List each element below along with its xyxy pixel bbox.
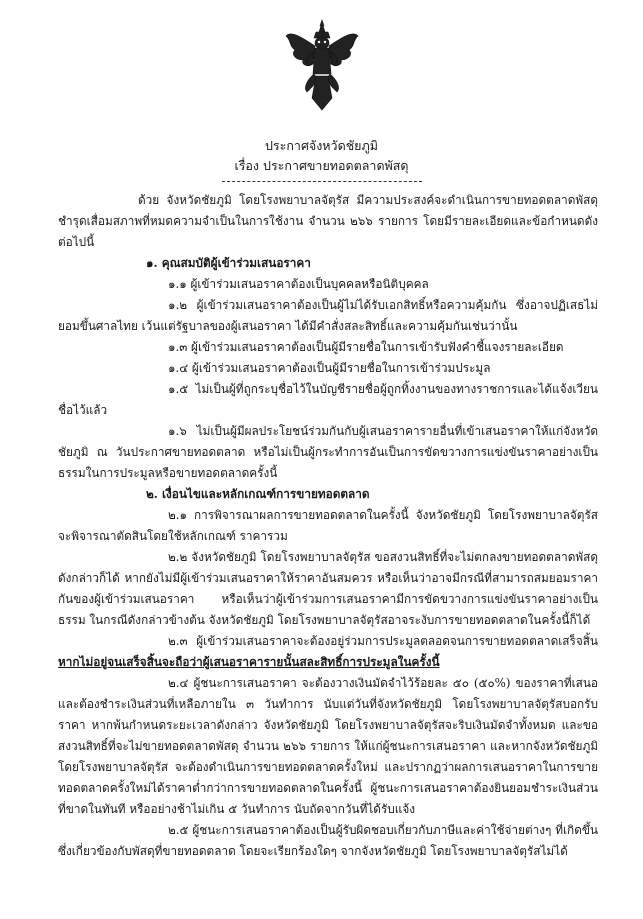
section-1-item-5: ๑.๕ ไม่เป็นผู้ที่ถูกระบุชื่อไว้ในบัญชีรายชื่อผู้ถูกทิ้งงานของทางราชการและได้แจ้งเวียนชื่อไว้แล้ว: [58, 382, 598, 417]
section-2-item-3: [58, 631, 598, 673]
section-2-item-3-text: ๒.๓ ผู้เข้าร่วมเสนอราคาจะต้องอยู่ร่วมการประมูลตลอดจนการขายทอดตลาดเสร็จสิ้น: [168, 634, 598, 648]
section-1-item-1: ๑.๑ ผู้เข้าร่วมเสนอราคาต้องเป็นบุคคลหรือนิติบุคคล: [168, 277, 429, 291]
intro-paragraph: ด้วย จังหวัดชัยภูมิ โดยโรงพยาบาลจัตุรัส มีความประสงค์จะดำเนินการขายทอดตลาดพัสดุชำรุดเสื่อมสภาพที่หมดความจำเป็นในการใช้งาน จำนวน ๒๖๖ รายการ โดยมีรายละเอียดและข้อกำหนดดังต่อไปนี้: [58, 193, 598, 249]
section-2-item-2: ๒.๒ จังหวัดชัยภูมิ โดยโรงพยาบาลจัตุรัส ขอสงวนสิทธิ์ที่จะไม่ตกลงขายทอดตลาดพัสดุดังกล่าวก็ได้ หากยังไม่มีผู้เข้าร่วมเสนอราคาให้ราคาอันสมควร หรือเห็นว่าอาจมีกรณีที่สามารถสมยอมราคากันของผู้เข้าร่วมเสนอราคา หรือเห็นว่าผู้เข้าร่วมการเสนอราคามีการขัดขวางการแข่งขันราคาอย่างเป็นธรรม ในกรณีดังกล่าวข้างต้น จังหวัดชัยภูมิ โดยโรงพยาบาลจัตุรัสอาจระงับการขายทอดตลาดในครั้งนี้ก็ได้: [58, 550, 598, 627]
section-2-item-4: ๒.๔ ผู้ชนะการเสนอราคา จะต้องวางเงินมัดจำไว้ร้อยละ ๕๐ (๕๐%) ของราคาที่เสนอ และต้องชำระเงินส่วนที่เหลือภายใน ๓ วันทำการ นับแต่วันที่จังหวัดชัยภูมิ โดยโรงพยาบาลจัตุรัสบอกรับราคา หากพ้นกำหนดระยะเวลาดังกล่าว จังหวัดชัยภูมิ โดยโรงพยาบาลจัตุรัสจะริบเงินมัดจำทั้งหมด และขอสงวนสิทธิ์ที่จะไม่ขายทอดตลาดพัสดุ จำนวน ๒๖๖ รายการ ให้แก่ผู้ชนะการเสนอราคา และหากจังหวัดชัยภูมิ โดยโรงพยาบาลจัตุรัส จะต้องดำเนินการขายทอดตลาดครั้งใหม่ และปรากฏว่าผลการเสนอราคาในการขายทอดตลาดครั้งใหม่ได้ราคาต่ำกว่าการขายทอดตลาดในครั้งนี้ ผู้ชนะการเสนอราคาต้องยินยอมชำระเงินส่วนที่ขาดในทันที หรืออย่างช้าไม่เกิน ๕ วันทำการ นับถัดจากวันที่ได้รับแจ้ง: [58, 676, 598, 816]
section-1-item-4: ๑.๔ ผู้เข้าร่วมเสนอราคาต้องเป็นผู้มีรายชื่อในการเข้าร่วมประมูล: [168, 361, 491, 375]
section-2-item-1: ๒.๑ การพิจารณาผลการขายทอดตลาดในครั้งนี้ จังหวัดชัยภูมิ โดยโรงพยาบาลจัตุรัส จะพิจารณาตัดสินโดยใช้หลักเกณฑ์ ราคารวม: [58, 508, 598, 543]
divider: [222, 181, 422, 182]
section-2-title: ๒. เงื่อนไขและหลักเกณฑ์การขายทอดตลาด: [146, 487, 370, 501]
section-1-title: ๑. คุณสมบัติผู้เข้าร่วมเสนอราคา: [146, 256, 311, 270]
garuda-emblem-icon: [283, 18, 361, 114]
section-1-item-3: ๑.๓ ผู้เข้าร่วมเสนอราคาต้องเป็นผู้มีรายชื่อในการเข้ารับฟังคำชี้แจงรายละเอียด: [168, 340, 564, 354]
announcement-title: ประกาศจังหวัดชัยภูมิ: [265, 138, 378, 153]
document-body: [58, 190, 598, 862]
section-1-item-2: ๑.๒ ผู้เข้าร่วมเสนอราคาต้องเป็นผู้ไม่ได้รับเอกสิทธิ์หรือความคุ้มกัน ซึ่งอาจปฏิเสธไม่ยอมขึ้นศาลไทย เว้นแต่รัฐบาลของผู้เสนอราคา ได้มีคำสั่งสละสิทธิ์และความคุ้มกันเช่นว่านั้น: [58, 298, 598, 333]
announcement-subject: เรื่อง ประกาศขายทอดตลาดพัสดุ: [234, 158, 409, 173]
section-2-item-3-underlined: หากไม่อยู่จนเสร็จสิ้นจะถือว่าผู้เสนอราคารายนั้นสละสิทธิ์การประมูลในครั้งนี้: [58, 655, 440, 669]
section-2-item-5: ๒.๕ ผู้ชนะการเสนอราคาต้องเป็นผู้รับผิดชอบเกี่ยวกับภาษีและค่าใช้จ่ายต่างๆ ที่เกิดขึ้นซึ่งเกี่ยวข้องกับพัสดุที่ขายทอดตลาด โดยจะเรียกร้องใดๆ จากจังหวัดชัยภูมิ โดยโรงพยาบาลจัตุรัสไม่ได้: [58, 823, 598, 858]
section-1-item-6: ๑.๖ ไม่เป็นผู้มีผลประโยชน์ร่วมกันกับผู้เสนอราคารายอื่นที่เข้าเสนอราคาให้แก่จังหวัดชัยภูมิ ณ วันประกาศขายทอดตลาด หรือไม่เป็นผู้กระทำการอันเป็นการขัดขวางการแข่งขันราคาอย่างเป็นธรรมในการประมูลหรือขายทอดตลาดครั้งนี้: [58, 424, 598, 480]
